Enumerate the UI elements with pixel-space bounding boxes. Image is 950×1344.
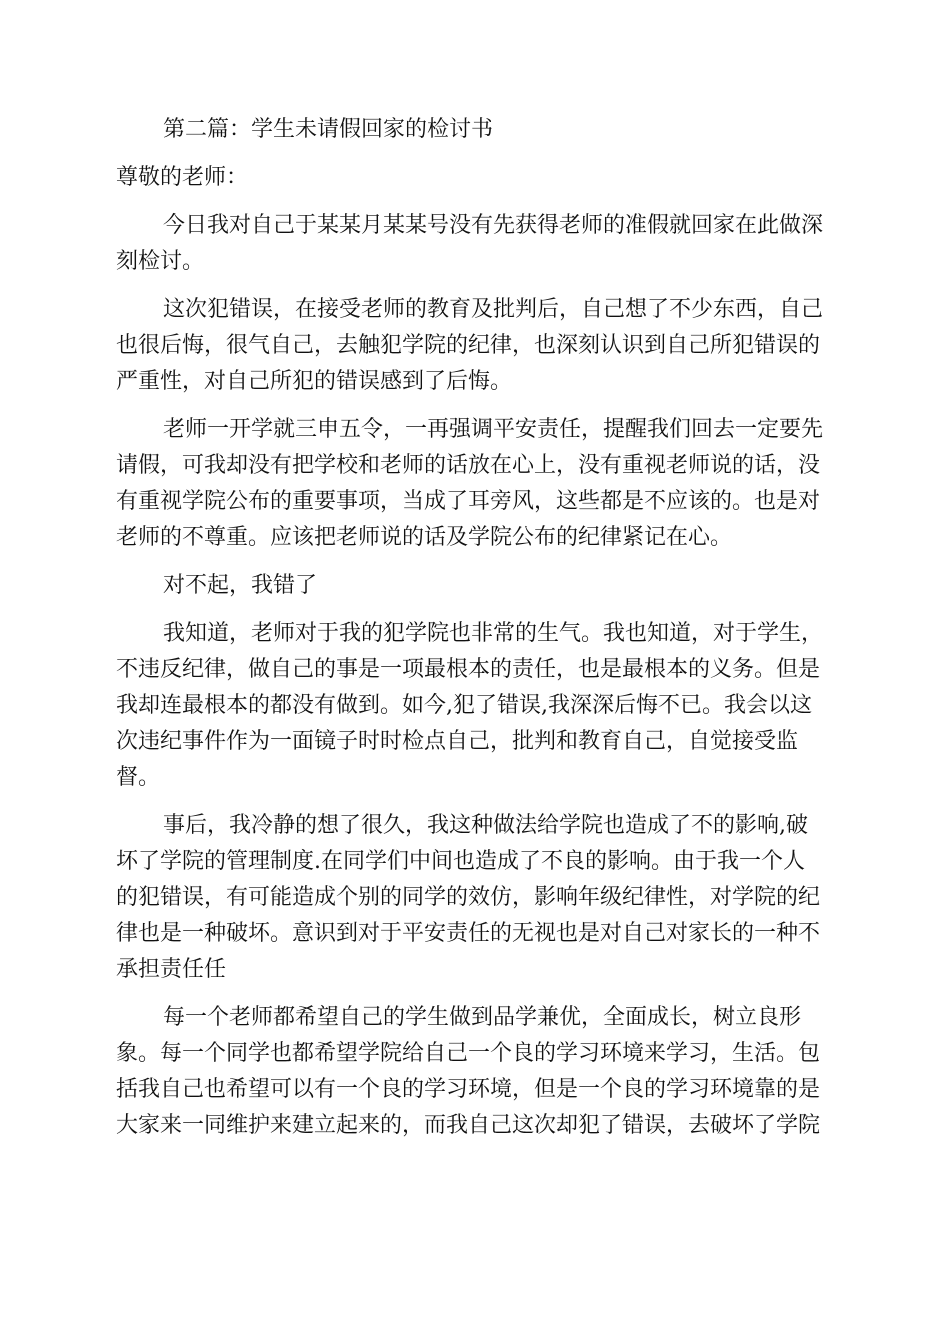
paragraph-line: 大家来一同维护来建立起来的，而我自己这次却犯了错误，去破坏了学院	[116, 1113, 821, 1138]
paragraph-line: 今日我对自己于某某月某某号没有先获得老师的准假就回家在此做深	[163, 213, 824, 238]
paragraph-line: 有重视学院公布的重要事项，当成了耳旁风，这些都是不应该的。也是对	[116, 489, 821, 514]
greeting: 尊敬的老师：	[116, 165, 249, 190]
paragraph-line: 我却连最根本的都没有做到。如今,犯了错误,我深深后悔不已。我会以这	[116, 693, 812, 718]
paragraph-line: 象。每一个同学也都希望学院给自己一个良的学习环境来学习，生活。包	[116, 1041, 821, 1066]
paragraph-5	[116, 616, 834, 796]
document-page	[116, 112, 834, 1156]
paragraph-3	[116, 412, 834, 556]
paragraph-2	[116, 292, 834, 400]
paragraph-line: 不违反纪律，做自己的事是一项最根本的责任，也是最根本的义务。但是	[116, 657, 821, 682]
paragraph-line: 这次犯错误，在接受老师的教育及批判后，自己想了不少东西，自己	[163, 297, 824, 322]
document-title: 第二篇：学生未请假回家的检讨书	[163, 117, 494, 142]
paragraph-line: 每一个老师都希望自己的学生做到品学兼优，全面成长，树立良形	[163, 1005, 802, 1030]
paragraph-line: 括我自己也希望可以有一个良的学习环境，但是一个良的学习环境靠的是	[116, 1077, 821, 1102]
paragraph-line: 老师一开学就三申五令，一再强调平安责任，提醒我们回去一定要先	[163, 417, 824, 442]
paragraph-line: 的犯错误，有可能造成个别的同学的效仿，影响年级纪律性，对学院的纪	[116, 885, 821, 910]
paragraph-6	[116, 808, 834, 988]
paragraph-line: 坏了学院的管理制度.在同学们中间也造成了不良的影响。由于我一个人	[116, 849, 805, 874]
paragraph-line: 律也是一种破坏。意识到对于平安责任的无视也是对自己对家长的一种不	[116, 921, 821, 946]
paragraph-4	[116, 568, 834, 604]
paragraph-line: 请假，可我却没有把学校和老师的话放在心上，没有重视老师说的话，没	[116, 453, 821, 478]
paragraph-1	[116, 208, 834, 280]
paragraph-line: 事后，我冷静的想了很久，我这种做法给学院也造成了不的影响,破	[163, 813, 808, 838]
paragraph-line: 老师的不尊重。应该把老师说的话及学院公布的纪律紧记在心。	[116, 525, 733, 550]
paragraph-line: 我知道，老师对于我的犯学院也非常的生气。我也知道，对于学生，	[163, 621, 824, 646]
paragraph-line: 承担责任任	[116, 957, 227, 982]
paragraph-line: 督。	[116, 765, 161, 790]
paragraph-line: 严重性，对自己所犯的错误感到了后悔。	[116, 369, 513, 394]
paragraph-line: 也很后悔，很气自己，去触犯学院的纪律，也深刻认识到自己所犯错误的	[116, 333, 821, 358]
paragraph-line: 次违纪事件作为一面镜子时时检点自己，批判和教育自己，自觉接受监	[116, 729, 799, 754]
paragraph-7	[116, 1000, 834, 1144]
paragraph-line: 对不起，我错了	[163, 573, 318, 598]
paragraph-line: 刻检讨。	[116, 249, 205, 274]
